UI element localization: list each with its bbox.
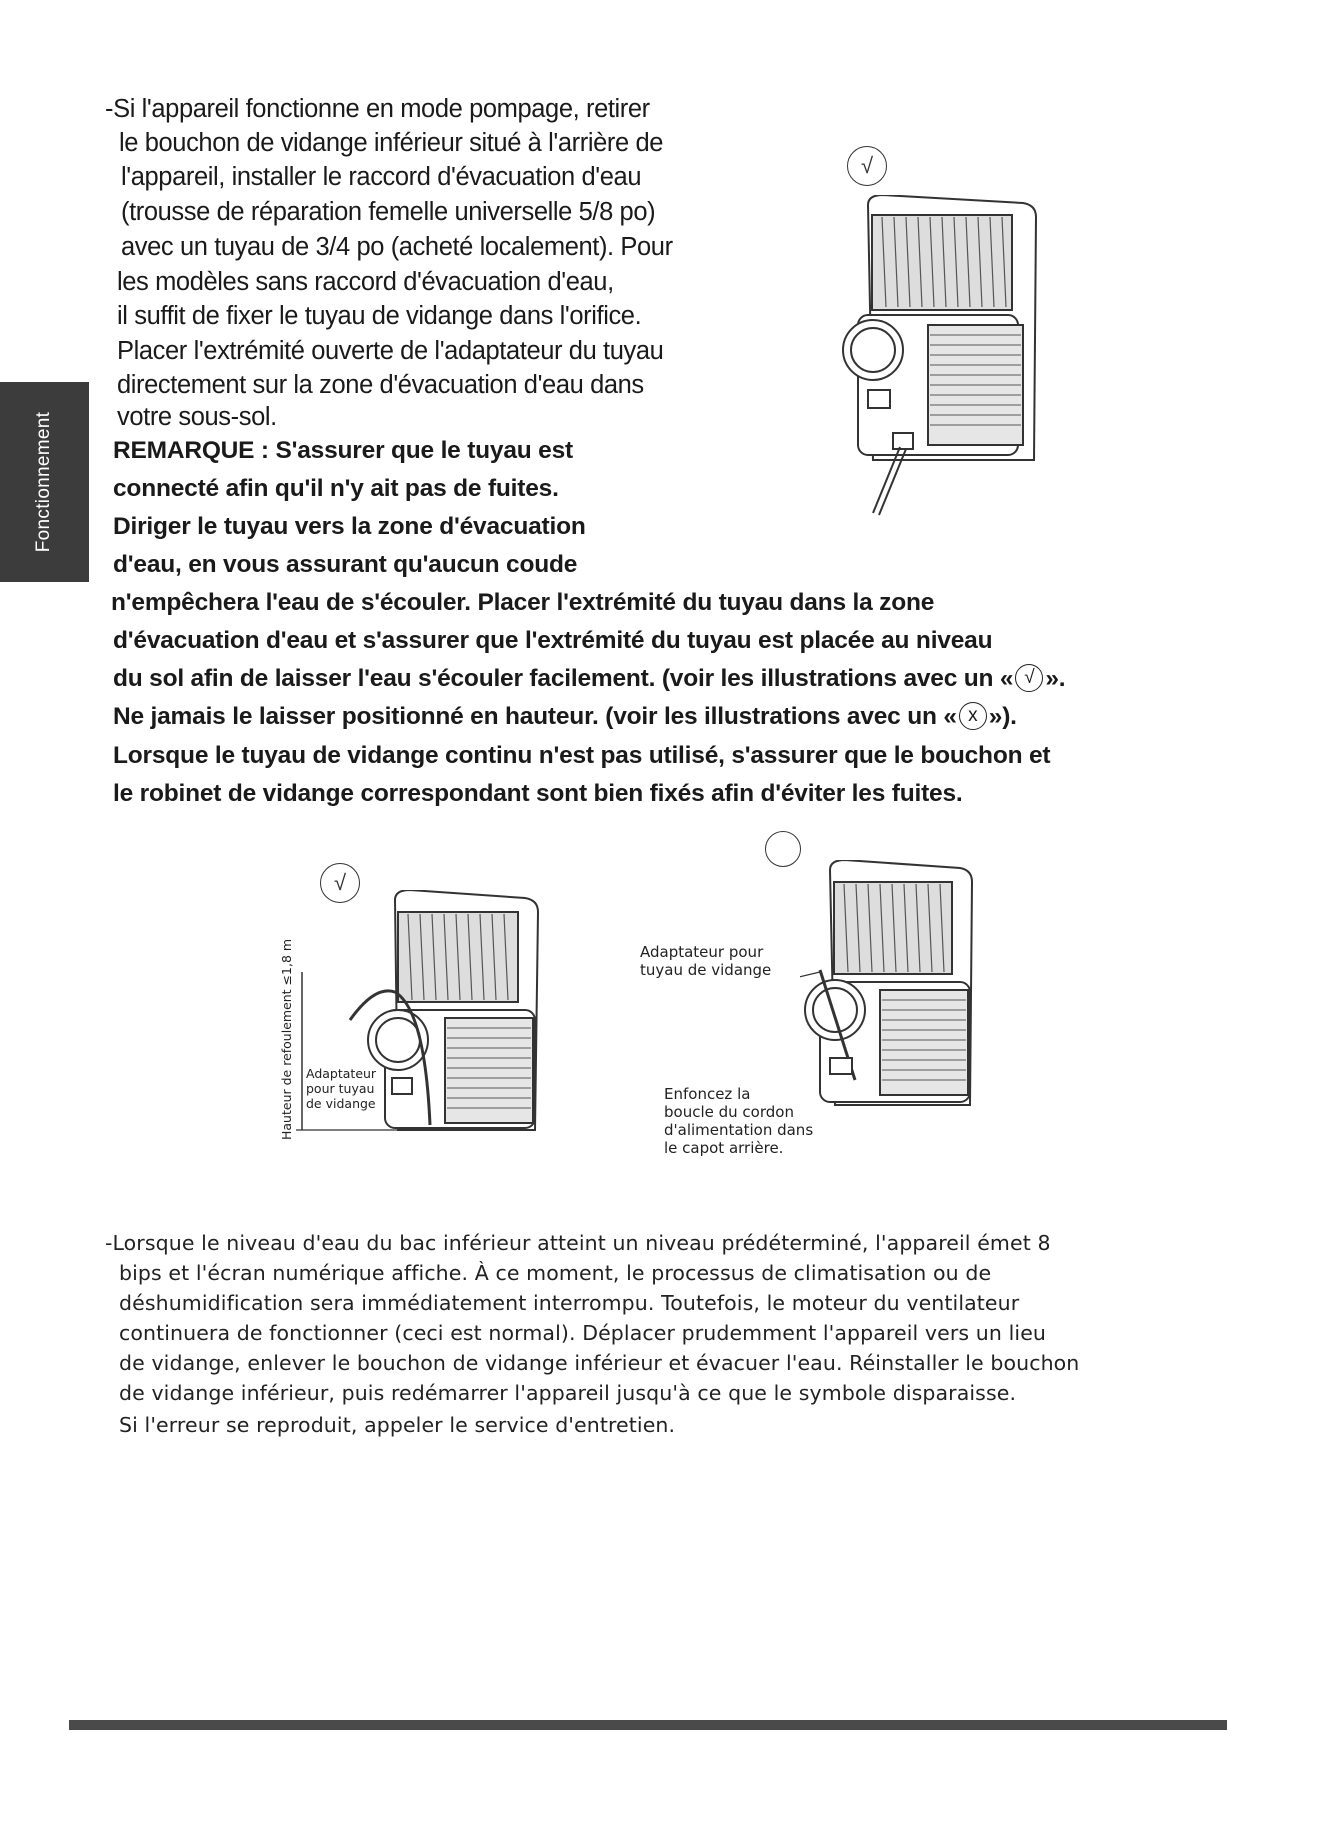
intro-line: votre sous-sol. — [117, 403, 277, 431]
section-tab-label: Fonctionnement — [33, 411, 54, 553]
discharge-height-label — [278, 939, 296, 1140]
remarque-line: d'eau, en vous assurant qu'aucun coude — [113, 551, 578, 578]
check-mark-icon: √ — [847, 146, 887, 186]
remarque-line: n'empêchera l'eau de s'écouler. Placer l'extrémité du tuyau dans la zone — [111, 589, 935, 616]
air-conditioner-raised-hose-illustration — [280, 890, 555, 1150]
cross-symbol-icon: x — [959, 702, 987, 730]
remarque-line-text: du sol afin de laisser l'eau s'écouler facilement. (voir les illustrations avec un « — [113, 665, 1014, 692]
discharge-height-text: Hauteur de refoulement ≤1,8 m — [279, 938, 294, 1140]
remarque-line — [113, 660, 1065, 698]
remarque-line-text: Ne jamais le laisser positionné en hauteur. (voir les illustrations avec un « — [113, 703, 957, 730]
check-symbol-icon: √ — [1015, 664, 1043, 692]
adapter-label-line: Adaptateur pour — [640, 943, 764, 961]
power-cord-label-line: Enfoncez la — [664, 1085, 751, 1103]
unlabeled-circle-icon — [765, 831, 801, 867]
intro-line: (trousse de réparation femelle universelle 5/8 po) — [121, 198, 656, 226]
section-tab — [0, 382, 89, 582]
intro-line: il suffit de fixer le tuyau de vidange dans l'orifice. — [117, 302, 642, 330]
intro-line: les modèles sans raccord d'évacuation d'eau, — [117, 268, 614, 296]
adapter-label-line: Adaptateur — [306, 1066, 377, 1081]
adapter-label-line: pour tuyau — [306, 1081, 375, 1096]
remarque-line: Diriger le tuyau vers la zone d'évacuation — [113, 513, 586, 540]
adapter-label-right — [640, 943, 771, 979]
power-cord-label-line: boucle du cordon — [664, 1103, 794, 1121]
water-level-line: de vidange, enlever le bouchon de vidange inférieur et évacuer l'eau. Réinstaller le bouchon — [119, 1351, 1080, 1375]
intro-line: -Si l'appareil fonctionne en mode pompage, retirer — [105, 95, 650, 123]
remarque-line: le robinet de vidange correspondant sont bien fixés afin d'éviter les fuites. — [113, 780, 963, 807]
remarque-line: REMARQUE : S'assurer que le tuyau est — [113, 437, 573, 464]
intro-line: avec un tuyau de 3/4 po (acheté localement). Pour — [121, 233, 673, 261]
water-level-line: -Lorsque le niveau d'eau du bac inférieur atteint un niveau prédéterminé, l'appareil émet 8 — [105, 1231, 1051, 1255]
remarque-line-text: »). — [988, 703, 1017, 730]
remarque-line: connecté afin qu'il n'y ait pas de fuites. — [113, 475, 559, 502]
intro-line: Placer l'extrémité ouverte de l'adaptateur du tuyau — [117, 337, 664, 365]
power-cord-label — [664, 1085, 813, 1157]
air-conditioner-rear-illustration — [838, 195, 1038, 525]
adapter-label-left — [306, 1066, 376, 1111]
remarque-line-text: ». — [1045, 665, 1066, 692]
remarque-line: Lorsque le tuyau de vidange continu n'est pas utilisé, s'assurer que le bouchon et — [113, 742, 1051, 769]
adapter-label-line: tuyau de vidange — [640, 961, 772, 979]
power-cord-label-line: le capot arrière. — [664, 1139, 784, 1157]
adapter-label-line: de vidange — [306, 1096, 376, 1111]
intro-line: directement sur la zone d'évacuation d'eau dans — [117, 371, 644, 399]
footer-divider — [69, 1720, 1227, 1730]
water-level-line: Si l'erreur se reproduit, appeler le service d'entretien. — [119, 1413, 676, 1437]
water-level-line: bips et l'écran numérique affiche. À ce moment, le processus de climatisation ou de — [119, 1261, 992, 1285]
air-conditioner-floor-hose-illustration — [800, 860, 990, 1120]
remarque-line: d'évacuation d'eau et s'assurer que l'extrémité du tuyau est placée au niveau — [113, 627, 993, 654]
water-level-line: de vidange inférieur, puis redémarrer l'appareil jusqu'à ce que le symbole disparaisse. — [119, 1381, 1017, 1405]
power-cord-label-line: d'alimentation dans — [664, 1121, 814, 1139]
water-level-line: continuera de fonctionner (ceci est normal). Déplacer prudemment l'appareil vers un lieu — [119, 1321, 1046, 1345]
remarque-line — [113, 698, 1017, 736]
intro-line: le bouchon de vidange inférieur situé à l'arrière de — [119, 129, 664, 157]
check-mark-icon: √ — [320, 863, 360, 903]
water-level-line: déshumidification sera immédiatement interrompu. Toutefois, le moteur du ventilateur — [119, 1291, 1020, 1315]
intro-line: l'appareil, installer le raccord d'évacuation d'eau — [121, 163, 642, 191]
